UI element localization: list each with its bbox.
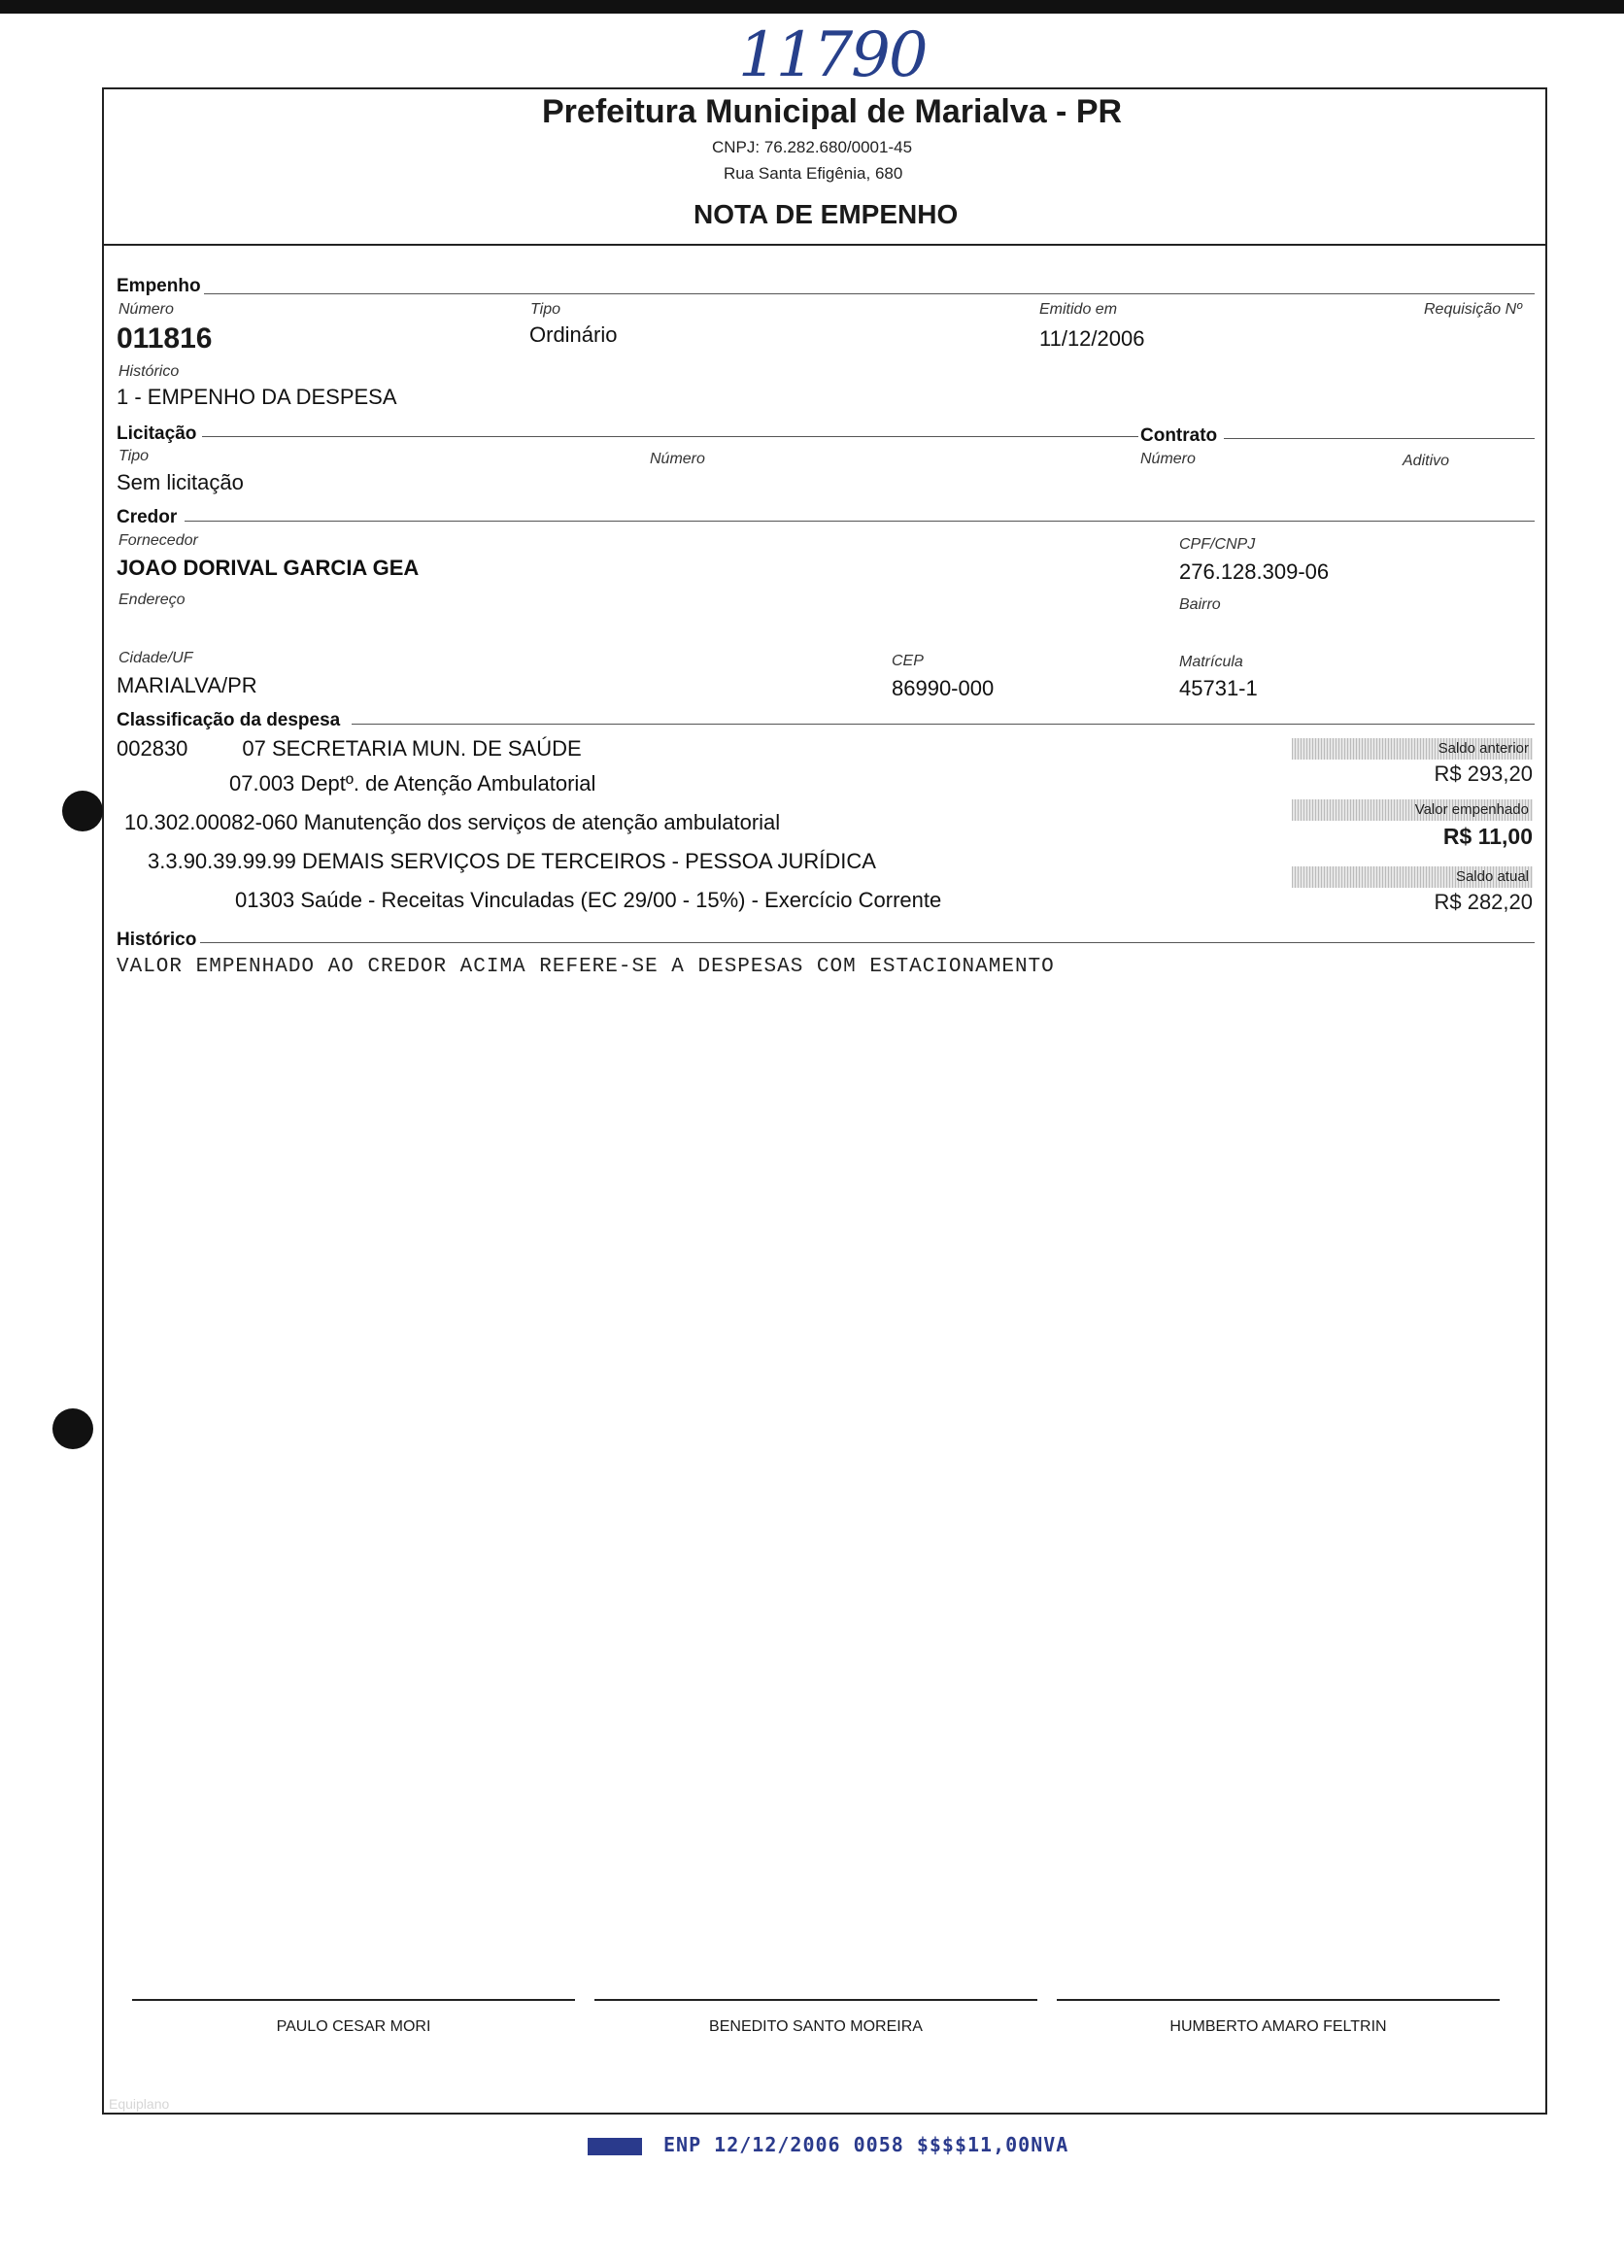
cep-value: 86990-000 xyxy=(892,676,995,700)
cidade-label: Cidade/UF xyxy=(118,650,193,666)
punch-hole-bottom xyxy=(52,1408,93,1449)
contrato-section-title: Contrato xyxy=(1140,425,1218,446)
municipality-title: Prefeitura Municipal de Marialva - PR xyxy=(542,93,1123,130)
saldo-atual-label: Saldo atual xyxy=(1292,866,1533,888)
footer-stamp xyxy=(588,2133,1068,2156)
header-divider xyxy=(102,244,1547,246)
licitacao-tipo: Sem licitação xyxy=(117,470,244,494)
empenho-tipo-label: Tipo xyxy=(530,301,560,318)
signature-line-1 xyxy=(132,1999,575,2001)
historico-section-title: Histórico xyxy=(117,930,197,950)
cpf-label: CPF/CNPJ xyxy=(1179,536,1256,553)
matricula-label: Matrícula xyxy=(1179,654,1243,670)
classificacao-desc: 07 SECRETARIA MUN. DE SAÚDE xyxy=(242,736,582,761)
empenho-historico: 1 - EMPENHO DA DESPESA xyxy=(117,385,397,409)
classificacao-desc: Saúde - Receitas Vinculadas (EC 29/00 - 15%) - Exercício Corrente xyxy=(300,888,942,912)
classificacao-code: 01303 xyxy=(235,888,295,912)
empenho-tipo: Ordinário xyxy=(529,322,618,347)
fornecedor-name: JOAO DORIVAL GARCIA GEA xyxy=(117,556,420,580)
credor-section-title: Credor xyxy=(117,507,178,527)
address-text: Rua Santa Efigênia, 680 xyxy=(724,164,903,183)
signature-name-2: BENEDITO SANTO MOREIRA xyxy=(709,2018,923,2035)
emitido-label: Emitido em xyxy=(1039,301,1118,318)
classificacao-desc: DEMAIS SERVIÇOS DE TERCEIROS - PESSOA JURÍDICA xyxy=(302,849,876,873)
emitido-date: 11/12/2006 xyxy=(1039,326,1145,351)
licitacao-section-title: Licitação xyxy=(117,423,197,444)
historico-section-line xyxy=(200,942,1535,943)
saldo-anterior-value: R$ 293,20 xyxy=(1434,762,1533,786)
classificacao-line-3 xyxy=(124,810,780,835)
signature-name-3: HUMBERTO AMARO FELTRIN xyxy=(1169,2018,1387,2035)
punch-hole-top xyxy=(62,791,103,831)
empenho-numero-label: Número xyxy=(118,301,174,318)
classificacao-code: 07.003 xyxy=(229,771,295,795)
footer-faint-text: Equiplano xyxy=(109,2096,170,2112)
classificacao-code: 3.3.90.39.99.99 xyxy=(148,849,296,873)
fornecedor-label: Fornecedor xyxy=(118,532,198,549)
valor-empenhado-label: Valor empenhado xyxy=(1292,799,1533,821)
cep-label: CEP xyxy=(892,653,924,669)
classificacao-line-5 xyxy=(235,888,941,913)
cidade-value: MARIALVA/PR xyxy=(117,673,257,697)
contrato-aditivo-label: Aditivo xyxy=(1403,453,1450,469)
historico-text: VALOR EMPENHADO AO CREDOR ACIMA REFERE-SE A DESPESAS COM ESTACIONAMENTO xyxy=(117,956,1055,978)
classificacao-line-4 xyxy=(148,849,876,874)
classificacao-desc: Deptº. de Atenção Ambulatorial xyxy=(300,771,596,795)
valor-empenhado-value: R$ 11,00 xyxy=(1442,824,1533,849)
cpf-value: 276.128.309-06 xyxy=(1179,559,1330,584)
licitacao-section-line xyxy=(202,436,1138,437)
signature-line-3 xyxy=(1057,1999,1500,2001)
classificacao-code: 002830 xyxy=(117,736,188,761)
document-title: NOTA DE EMPENHO xyxy=(694,199,959,229)
credor-section-line xyxy=(185,521,1535,522)
contrato-section-line xyxy=(1224,438,1535,439)
empenho-historico-label: Histórico xyxy=(118,363,180,380)
classificacao-line-2 xyxy=(229,771,595,796)
bairro-label: Bairro xyxy=(1179,596,1221,613)
classificacao-section-title: Classificação da despesa xyxy=(117,710,341,730)
contrato-numero-label: Número xyxy=(1140,451,1196,467)
requisicao-label: Requisição Nº xyxy=(1424,301,1522,318)
footer-stamp-text: ENP 12/12/2006 0058 $$$$11,00NVA xyxy=(663,2133,1069,2156)
empenho-section-line xyxy=(204,293,1535,294)
licitacao-tipo-label: Tipo xyxy=(118,448,149,464)
licitacao-numero-label: Número xyxy=(650,451,705,467)
classificacao-code: 10.302.00082-060 xyxy=(124,810,298,834)
classificacao-desc: Manutenção dos serviços de atenção ambulatorial xyxy=(303,810,781,834)
classificacao-line-1 xyxy=(117,736,582,762)
handwritten-page-number: 11790 xyxy=(738,19,927,91)
scan-edge xyxy=(0,0,1624,14)
saldo-anterior-label: Saldo anterior xyxy=(1292,738,1533,760)
endereco-label: Endereço xyxy=(118,592,186,608)
stamp-block-icon xyxy=(588,2138,642,2155)
matricula-value: 45731-1 xyxy=(1179,676,1258,700)
saldo-atual-value: R$ 282,20 xyxy=(1434,890,1533,914)
empenho-section-title: Empenho xyxy=(117,276,201,296)
cnpj-text: CNPJ: 76.282.680/0001-45 xyxy=(712,138,913,156)
classificacao-section-line xyxy=(352,724,1535,725)
signature-name-1: PAULO CESAR MORI xyxy=(276,2018,431,2035)
signature-line-2 xyxy=(594,1999,1037,2001)
empenho-numero: 011816 xyxy=(117,322,213,355)
